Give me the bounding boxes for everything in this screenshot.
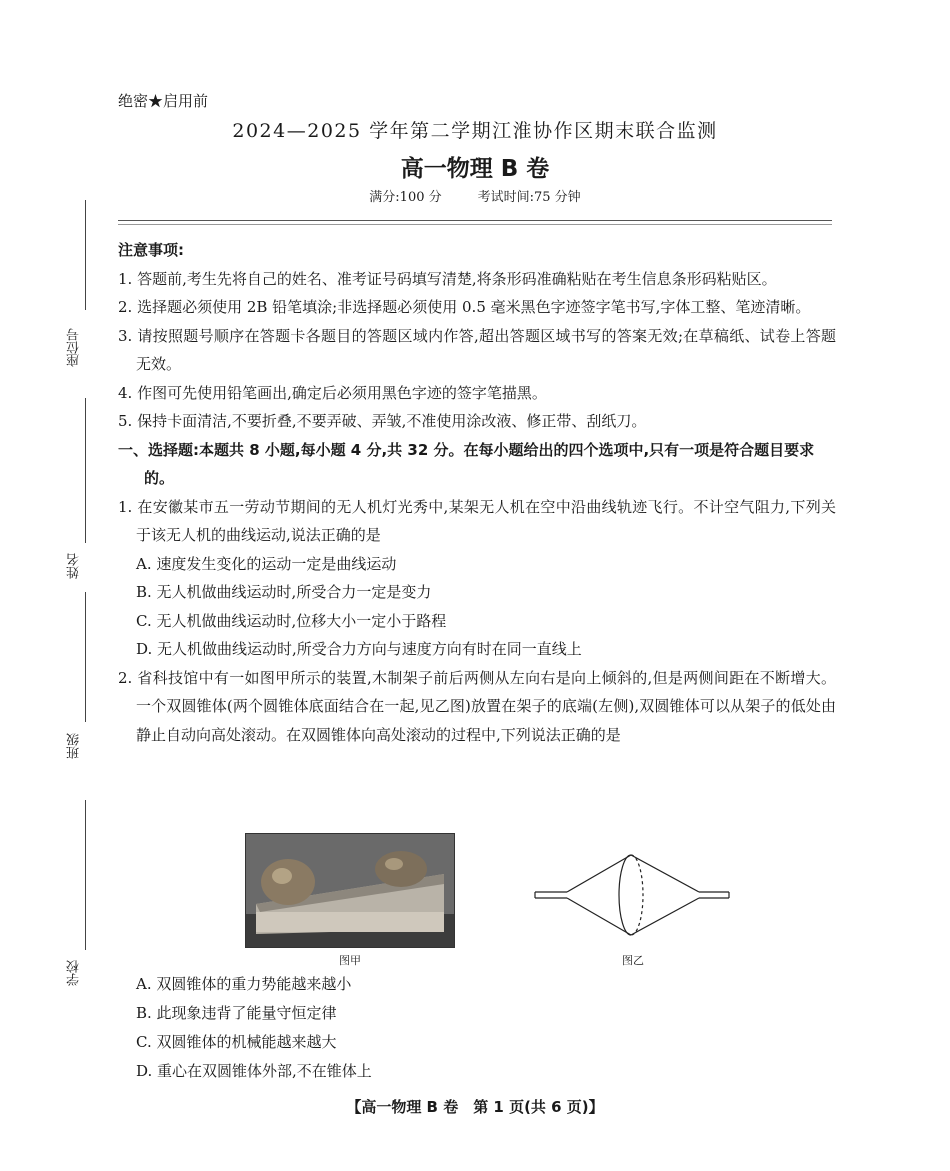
notice-item: 4. 作图可先使用铅笔画出,确定后必须用黑色字迹的签字笔描黑。 (118, 383, 547, 402)
class-line-top (85, 592, 86, 722)
question-2-option-c: C. 双圆锥体的机械能越来越大 (136, 1033, 337, 1051)
notice-item: 3. 请按照题号顺序在答题卡各题目的答题区域内作答,超出答题区域书写的答案无效;在草稿纸、试卷上答题无效。 (118, 326, 836, 373)
question-2-option-d: D. 重心在双圆锥体外部,不在锥体上 (136, 1062, 372, 1080)
school-label: 学校 (67, 960, 82, 986)
question-2-option-a: A. 双圆锥体的重力势能越来越小 (136, 975, 352, 993)
question-1-option-a: A. 速度发生变化的运动一定是曲线运动 (136, 554, 397, 573)
question-1-stem: 1. 在安徽某市五一劳动节期间的无人机灯光秀中,某架无人机在空中沿曲线轨迹飞行。不计空气阻力,下列关于该无人机的曲线运动,说法正确的是 (118, 497, 836, 544)
class-label: 班级 (67, 733, 82, 759)
double-cone-diagram (533, 853, 733, 937)
notice-title: 注意事项: (118, 241, 184, 259)
name-line-top (85, 398, 86, 543)
double-cone-apparatus-image (246, 834, 454, 947)
main-content (118, 236, 836, 749)
question-1-option-d: D. 无人机做曲线运动时,所受合力方向与速度方向有时在同一直线上 (136, 640, 582, 658)
exam-time: 考试时间:75 分钟 (477, 190, 581, 205)
notice-item: 2. 选择题必须使用 2B 铅笔填涂;非选择题必须使用 0.5 毫米黑色字迹签字笔书写,字体工整、笔迹清晰。 (118, 298, 811, 316)
question-2-stem: 2. 省科技馆中有一如图甲所示的装置,木制架子前后两侧从左向右是向上倾斜的,但是两侧间距在不断增大。一个双圆锥体(两个圆锥体底面结合在一起,见乙图)放置在架子的底端(左侧),双圆锥体可以从架子的低处由静止自动向高处滚动。在双圆锥体向高处滚动的过程中,下列说法正确的是 (118, 668, 836, 744)
seat-label: 座位号 (67, 328, 82, 368)
notice-item: 1. 答题前,考生先将自己的姓名、准考证号码填写清楚,将条形码准确粘贴在考生信息条形码粘贴区。 (118, 269, 777, 288)
figure-yi-caption: 图乙 (622, 954, 644, 967)
school-line-top (85, 800, 86, 950)
exam-title: 2024—2025 学年第二学期江淮协作区期末联合监测 (232, 120, 718, 142)
question-2-options (118, 970, 836, 1086)
question-1-option-c: C. 无人机做曲线运动时,位移大小一定小于路程 (136, 611, 447, 630)
section-heading: 一、选择题:本题共 8 小题,每小题 4 分,共 32 分。在每小题给出的四个选项中,只有一项是符合题目要求的。 (118, 440, 815, 487)
question-2-option-b: B. 此现象违背了能量守恒定律 (136, 1004, 337, 1022)
exam-meta (0, 186, 950, 205)
figure-jia-photo (245, 833, 455, 948)
notice-item: 5. 保持卡面清洁,不要折叠,不要弄破、弄皱,不准使用涂改液、修正带、刮纸刀。 (118, 412, 647, 430)
paper-title: 高一物理 B 卷 (400, 156, 550, 182)
question-1-option-b: B. 无人机做曲线运动时,所受合力一定是变力 (136, 583, 432, 601)
full-score: 满分:100 分 (369, 190, 442, 205)
secret-label: 绝密★启用前 (118, 92, 209, 110)
page-footer: 【高一物理 B 卷 第 1 页(共 6 页)】 (346, 1098, 604, 1116)
header-rule (118, 220, 832, 221)
header-rule-thin (118, 224, 832, 225)
figure-jia-caption: 图甲 (339, 954, 361, 967)
seat-line (85, 200, 86, 310)
name-label: 姓名 (67, 553, 82, 579)
